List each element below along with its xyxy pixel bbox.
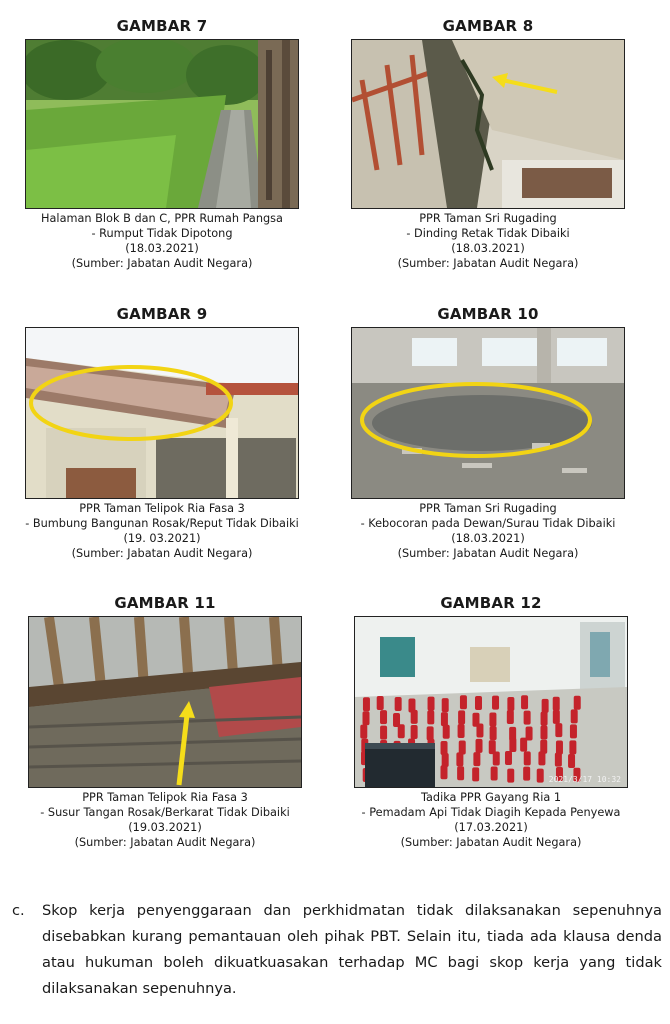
caption-source: (Sumber: Jabatan Audit Negara) — [397, 547, 579, 560]
extinguisher-mark — [569, 740, 576, 754]
caption-source: (Sumber: Jabatan Audit Negara) — [400, 836, 582, 849]
extinguisher-mark — [538, 751, 545, 765]
extinguisher-mark — [507, 769, 514, 783]
caption-source: (Sumber: Jabatan Audit Negara) — [74, 836, 256, 849]
figure-title: GAMBAR 12 — [440, 594, 542, 612]
extinguisher-mark — [441, 741, 448, 755]
caption-date: (18.03.2021) — [125, 242, 199, 255]
extinguisher-mark — [555, 753, 562, 767]
extinguisher-mark — [537, 769, 544, 783]
extinguisher-mark — [524, 711, 531, 725]
caption — [338, 501, 638, 561]
extinguisher-mark — [521, 695, 528, 709]
extinguisher-mark — [458, 710, 465, 724]
caption-issue: - Bumbung Bangunan Rosak/Reput Tidak Dibaiki — [25, 517, 299, 530]
extinguisher-mark — [491, 767, 498, 781]
extinguisher-mark — [524, 751, 531, 765]
extinguisher-mark — [523, 767, 530, 781]
extinguisher-mark — [428, 697, 435, 711]
extinguisher-mark — [443, 725, 450, 739]
extinguisher-mark — [363, 697, 370, 711]
caption — [341, 790, 641, 850]
extinguisher-mark — [475, 696, 482, 710]
figure-9 — [12, 305, 312, 561]
extinguisher-mark — [398, 724, 405, 738]
caption — [15, 790, 315, 850]
caption-issue: - Susur Tangan Rosak/Berkarat Tidak Dibaiki — [40, 806, 290, 819]
extinguisher-mark — [492, 696, 499, 710]
extinguisher-mark — [489, 713, 496, 727]
paragraph-c — [12, 898, 662, 1002]
extinguisher-mark — [456, 752, 463, 766]
caption-date: (18.03.2021) — [451, 532, 525, 545]
caption-issue: - Rumput Tidak Dipotong — [91, 227, 233, 240]
extinguisher-mark — [441, 712, 448, 726]
photo-timestamp: 2021/3/17 10:32 — [548, 775, 621, 784]
extinguisher-mark — [427, 710, 434, 724]
extinguisher-mark — [476, 724, 483, 738]
caption — [12, 211, 312, 271]
extinguisher-mark — [360, 725, 367, 739]
extinguisher-mark — [363, 711, 370, 725]
paragraph-label: c. — [12, 902, 25, 919]
extinguisher-mark — [457, 766, 464, 780]
extinguisher-mark — [490, 726, 497, 740]
extinguisher-mark — [377, 696, 384, 710]
extinguisher-mark — [440, 765, 447, 779]
extinguisher-mark — [542, 699, 549, 713]
extinguisher-mark — [571, 709, 578, 723]
extinguisher-mark — [493, 752, 500, 766]
photo-rusty-handrail — [28, 616, 302, 788]
figure-8 — [338, 17, 638, 271]
extinguisher-mark — [458, 724, 465, 738]
extinguisher-mark — [568, 754, 575, 768]
figure-title: GAMBAR 10 — [437, 305, 539, 323]
caption-location: PPR Taman Sri Rugading — [419, 502, 557, 515]
caption-date: (19. 03.2021) — [123, 532, 201, 545]
extinguisher-mark — [411, 710, 418, 724]
caption-date: (18.03.2021) — [451, 242, 525, 255]
caption — [12, 501, 312, 561]
extinguisher-mark — [459, 740, 466, 754]
extinguisher-mark — [555, 723, 562, 737]
figure-10 — [338, 305, 638, 561]
caption-source: (Sumber: Jabatan Audit Negara) — [71, 257, 253, 270]
extinguisher-mark — [472, 767, 479, 781]
extinguisher-mark — [476, 739, 483, 753]
figure-title: GAMBAR 9 — [116, 305, 208, 323]
extinguisher-mark — [411, 725, 418, 739]
paragraph-text: Skop kerja penyenggaraan dan perkhidmatan tidak dilaksanakan sepenuhnya disebabkan kurang pemantauan oleh pihak PBT. Selain itu, tiada ada klausa denda atau hukuman boleh dikuatkuasakan terhadap MC bagi skop kerja yang tidak dilaksanakan sepenuhnya. — [42, 902, 662, 997]
caption-source: (Sumber: Jabatan Audit Negara) — [71, 547, 253, 560]
caption-issue: - Kebocoran pada Dewan/Surau Tidak Dibaiki — [360, 517, 616, 530]
extinguisher-mark — [540, 726, 547, 740]
caption-issue: - Dinding Retak Tidak Dibaiki — [406, 227, 570, 240]
extinguisher-mark — [570, 724, 577, 738]
photo-cracked-wall — [351, 39, 625, 209]
extinguisher-mark — [507, 710, 514, 724]
caption-location: PPR Taman Telipok Ria Fasa 3 — [82, 791, 248, 804]
caption-location: PPR Taman Telipok Ria Fasa 3 — [79, 502, 245, 515]
photo-fire-extinguishers — [354, 616, 628, 788]
figure-title: GAMBAR 8 — [442, 17, 534, 35]
extinguisher-mark — [473, 752, 480, 766]
caption — [338, 211, 638, 271]
extinguisher-mark — [380, 710, 387, 724]
figure-title: GAMBAR 7 — [116, 17, 208, 35]
extinguisher-mark — [553, 697, 560, 711]
caption-source: (Sumber: Jabatan Audit Negara) — [397, 257, 579, 270]
figure-7 — [12, 17, 312, 271]
caption-location: PPR Taman Sri Rugading — [419, 212, 557, 225]
photo-damaged-roof — [25, 327, 299, 499]
extinguisher-mark — [442, 753, 449, 767]
figure-12 — [341, 594, 641, 850]
extinguisher-mark — [574, 696, 581, 710]
extinguisher-mark — [460, 695, 467, 709]
extinguisher-mark — [507, 697, 514, 711]
caption-location: Halaman Blok B dan C, PPR Rumah Pangsa — [41, 212, 283, 225]
extinguisher-mark — [509, 738, 516, 752]
photo-grass — [25, 39, 299, 209]
extinguisher-mark — [556, 740, 563, 754]
caption-location: Tadika PPR Gayang Ria 1 — [420, 791, 562, 804]
caption-issue: - Pemadam Api Tidak Diagih Kepada Penyewa — [361, 806, 621, 819]
extinguisher-mark — [505, 751, 512, 765]
extinguisher-mark — [541, 712, 548, 726]
caption-date: (19.03.2021) — [128, 821, 202, 834]
extinguisher-mark — [380, 726, 387, 740]
photo-leaking-hall — [351, 327, 625, 499]
extinguisher-mark — [427, 726, 434, 740]
figure-title: GAMBAR 11 — [114, 594, 216, 612]
extinguisher-mark — [553, 710, 560, 724]
extinguisher-mark — [395, 697, 402, 711]
extinguisher-mark — [442, 698, 449, 712]
caption-date: (17.03.2021) — [454, 821, 528, 834]
figure-11 — [15, 594, 315, 850]
extinguisher-mark — [520, 738, 527, 752]
